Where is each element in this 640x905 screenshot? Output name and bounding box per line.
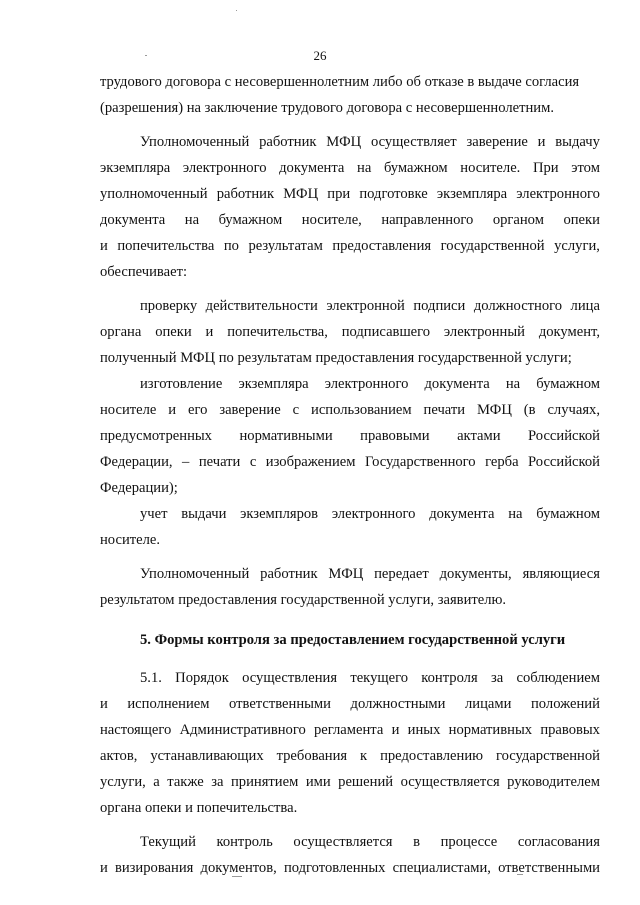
- text-line: [100, 207, 600, 233]
- paragraph: [100, 561, 600, 613]
- word: согласования: [517, 834, 600, 850]
- word: устанавливающих: [150, 748, 264, 764]
- word: текущего: [350, 670, 408, 686]
- word: также: [167, 774, 204, 790]
- word: должностного: [473, 298, 563, 314]
- word: обеспечивает:: [100, 264, 188, 280]
- word: документы,: [439, 566, 512, 582]
- word: и: [391, 722, 400, 738]
- word: 5.1.: [140, 670, 162, 686]
- paragraph-gap: [100, 121, 600, 129]
- word: Порядок: [175, 670, 229, 686]
- word: документа: [429, 506, 495, 522]
- word: с: [249, 454, 257, 470]
- word: к: [360, 748, 368, 764]
- word: носителе,: [301, 212, 362, 228]
- word: подписавшего: [341, 324, 431, 340]
- word: направленного: [381, 212, 474, 228]
- word: Государственного: [364, 454, 476, 470]
- word: уполномоченный: [100, 186, 208, 202]
- word: осуществления: [242, 670, 338, 686]
- word: Текущий: [140, 834, 196, 850]
- word: электронной: [326, 298, 405, 314]
- document-body: [100, 69, 600, 881]
- word: государственной: [440, 238, 545, 254]
- word: органа опеки и попечительства.: [100, 800, 298, 816]
- paragraph-gap: [100, 821, 600, 829]
- paragraph: [100, 129, 600, 285]
- text-line: [100, 691, 600, 717]
- word: Федерации,: [100, 454, 173, 470]
- section-heading: 5. Формы контроля за предоставлением государственной услуги: [140, 632, 566, 648]
- word: регламента: [314, 722, 384, 738]
- word: предоставлению: [380, 748, 484, 764]
- word: на: [505, 376, 521, 392]
- scan-artifact: [236, 10, 237, 11]
- word: осуществляет: [370, 134, 457, 150]
- word: работник: [216, 186, 275, 202]
- word: результатам: [248, 238, 323, 254]
- text-line: [100, 665, 600, 691]
- word: процессе: [440, 834, 498, 850]
- word: подписи: [413, 298, 466, 314]
- text-line: [100, 319, 600, 345]
- word: полученный МФЦ по результатам предоставления государственной услуги;: [100, 350, 572, 366]
- word: лица: [570, 298, 600, 314]
- word: ответственными: [498, 860, 600, 876]
- word: МФЦ: [326, 134, 362, 150]
- word: Российской: [528, 428, 600, 444]
- text-line: [100, 587, 600, 613]
- word: документ,: [538, 324, 600, 340]
- text-line: [100, 95, 600, 121]
- word: на: [184, 212, 200, 228]
- word: –: [182, 454, 190, 470]
- word: и: [100, 860, 108, 876]
- paragraph: [100, 69, 600, 121]
- word: исполнением: [127, 696, 210, 712]
- word: предусмотренных: [100, 428, 212, 444]
- word: Уполномоченный: [140, 566, 250, 582]
- section-body: [100, 665, 600, 881]
- word: предоставления: [332, 238, 432, 254]
- word: с: [292, 402, 300, 418]
- word: должностными: [350, 696, 446, 712]
- text-line: [100, 259, 600, 285]
- word: иных: [407, 722, 441, 738]
- word: настоящего: [100, 722, 172, 738]
- text-line: [100, 743, 600, 769]
- word: учет: [140, 506, 168, 522]
- word: (в: [523, 402, 536, 418]
- word: по: [223, 238, 239, 254]
- word: документа: [100, 212, 166, 228]
- word: положений: [531, 696, 600, 712]
- word: опеки: [563, 212, 600, 228]
- word: экземпляров: [240, 506, 319, 522]
- word: контроля: [421, 670, 478, 686]
- word: лицами: [465, 696, 512, 712]
- text-line: [100, 501, 600, 527]
- word: органа: [100, 324, 142, 340]
- word: требования: [276, 748, 348, 764]
- word: руководителем: [507, 774, 600, 790]
- text-line: [100, 233, 600, 259]
- word: Федерации);: [100, 480, 178, 496]
- word: электронный: [443, 324, 525, 340]
- word: МФЦ: [283, 186, 319, 202]
- word: специалистами,: [392, 860, 491, 876]
- word: и: [168, 402, 177, 418]
- word: правовых: [540, 722, 600, 738]
- word: изготовление: [140, 376, 223, 392]
- word: осуществляется: [400, 774, 500, 790]
- word: на: [357, 160, 372, 176]
- word: подготовке: [359, 186, 428, 202]
- text-line: [100, 829, 600, 855]
- paragraph: [100, 665, 600, 821]
- word: экземпляра: [436, 186, 508, 202]
- word: работник: [260, 566, 318, 582]
- text-line: [100, 769, 600, 795]
- section-gap: [100, 613, 600, 627]
- word: герба: [485, 454, 519, 470]
- word: документов,: [200, 860, 277, 876]
- word: документа: [424, 376, 490, 392]
- text-line: [100, 717, 600, 743]
- word: бумажном: [218, 212, 283, 228]
- word: и: [205, 324, 214, 340]
- word: в: [413, 834, 421, 850]
- word: заверение: [466, 134, 528, 150]
- word: а: [153, 774, 160, 790]
- word: электронного: [331, 506, 416, 522]
- word: услуги,: [554, 238, 600, 254]
- section-gap: [100, 653, 600, 665]
- text-line: [100, 345, 600, 371]
- text-line: [100, 181, 600, 207]
- word: бумажном: [383, 160, 448, 176]
- word: являющиеся: [522, 566, 600, 582]
- word: При: [532, 160, 559, 176]
- word: бумажном: [536, 506, 600, 522]
- text-line: [100, 371, 600, 397]
- word: электронного: [182, 160, 267, 176]
- word: решений: [338, 774, 394, 790]
- word: правовыми: [360, 428, 430, 444]
- word: экземпляра: [238, 376, 309, 392]
- word: нормативных: [448, 722, 533, 738]
- word: передает: [374, 566, 429, 582]
- word: за: [211, 774, 224, 790]
- paragraph-gap: [100, 285, 600, 293]
- word: выдачи: [181, 506, 227, 522]
- word: электронного: [516, 186, 600, 202]
- word: проверку: [140, 298, 198, 314]
- word: попечительства,: [227, 324, 328, 340]
- word: услуги,: [100, 774, 146, 790]
- word: случаях,: [547, 402, 600, 418]
- word: подготовленных: [283, 860, 386, 876]
- word: попечительства: [117, 238, 215, 254]
- word: и: [537, 134, 546, 150]
- text-line: [100, 561, 600, 587]
- paragraph: [100, 293, 600, 371]
- word: нормативными: [239, 428, 333, 444]
- paragraph: [100, 829, 600, 881]
- text-line: [100, 795, 600, 821]
- word: бумажном: [536, 376, 600, 392]
- word: работник: [259, 134, 317, 150]
- word: за: [490, 670, 504, 686]
- word: органом: [492, 212, 544, 228]
- word: (разрешения) на заключение трудового договора с несовершеннолетним.: [100, 100, 554, 116]
- word: его: [188, 402, 208, 418]
- word: носителе.: [100, 532, 161, 548]
- word: принятием: [230, 774, 299, 790]
- word: результатом предоставления государственной услуги, заявителю.: [100, 592, 507, 608]
- word: опеки: [155, 324, 192, 340]
- word: носителе.: [460, 160, 521, 176]
- word: и: [100, 696, 108, 712]
- word: контроль: [216, 834, 273, 850]
- word: электронного: [324, 376, 409, 392]
- word: Уполномоченный: [140, 134, 250, 150]
- word: визирования: [114, 860, 194, 876]
- word: трудового договора с несовершеннолетним либо об отказе в выдаче согласия: [100, 74, 580, 90]
- word: экземпляра: [100, 160, 171, 176]
- word: и: [100, 238, 108, 254]
- word: носителе: [100, 402, 157, 418]
- text-line: [100, 397, 600, 423]
- word: этом: [571, 160, 600, 176]
- word: соблюдением: [516, 670, 600, 686]
- word: МФЦ: [477, 402, 512, 418]
- text-line: [100, 423, 600, 449]
- word: на: [508, 506, 523, 522]
- word: осуществляется: [293, 834, 393, 850]
- word: Административного: [179, 722, 306, 738]
- word: действительности: [205, 298, 318, 314]
- word: печати: [198, 454, 241, 470]
- text-line: [100, 155, 600, 181]
- paragraph: [100, 501, 600, 553]
- word: государственной: [495, 748, 600, 764]
- text-line: [100, 475, 600, 501]
- text-line: [100, 69, 600, 95]
- word: актов,: [100, 748, 138, 764]
- word: ответственными: [229, 696, 331, 712]
- word: заверение: [219, 402, 281, 418]
- text-line: [100, 293, 600, 319]
- word: печати: [423, 402, 466, 418]
- word: МФЦ: [328, 566, 364, 582]
- paragraphs-before-heading: [100, 69, 600, 613]
- text-line: [100, 527, 600, 553]
- word: ими: [305, 774, 331, 790]
- word: изображением: [265, 454, 356, 470]
- text-line: [100, 855, 600, 881]
- word: документа: [279, 160, 345, 176]
- paragraph-gap: [100, 553, 600, 561]
- text-line: [100, 129, 600, 155]
- paragraph: [100, 371, 600, 501]
- text-line: [100, 449, 600, 475]
- word: выдачу: [555, 134, 600, 150]
- page-number: 26: [313, 48, 327, 63]
- word: использованием: [311, 402, 412, 418]
- word: Российской: [528, 454, 600, 470]
- word: актами: [457, 428, 501, 444]
- word: при: [327, 186, 351, 202]
